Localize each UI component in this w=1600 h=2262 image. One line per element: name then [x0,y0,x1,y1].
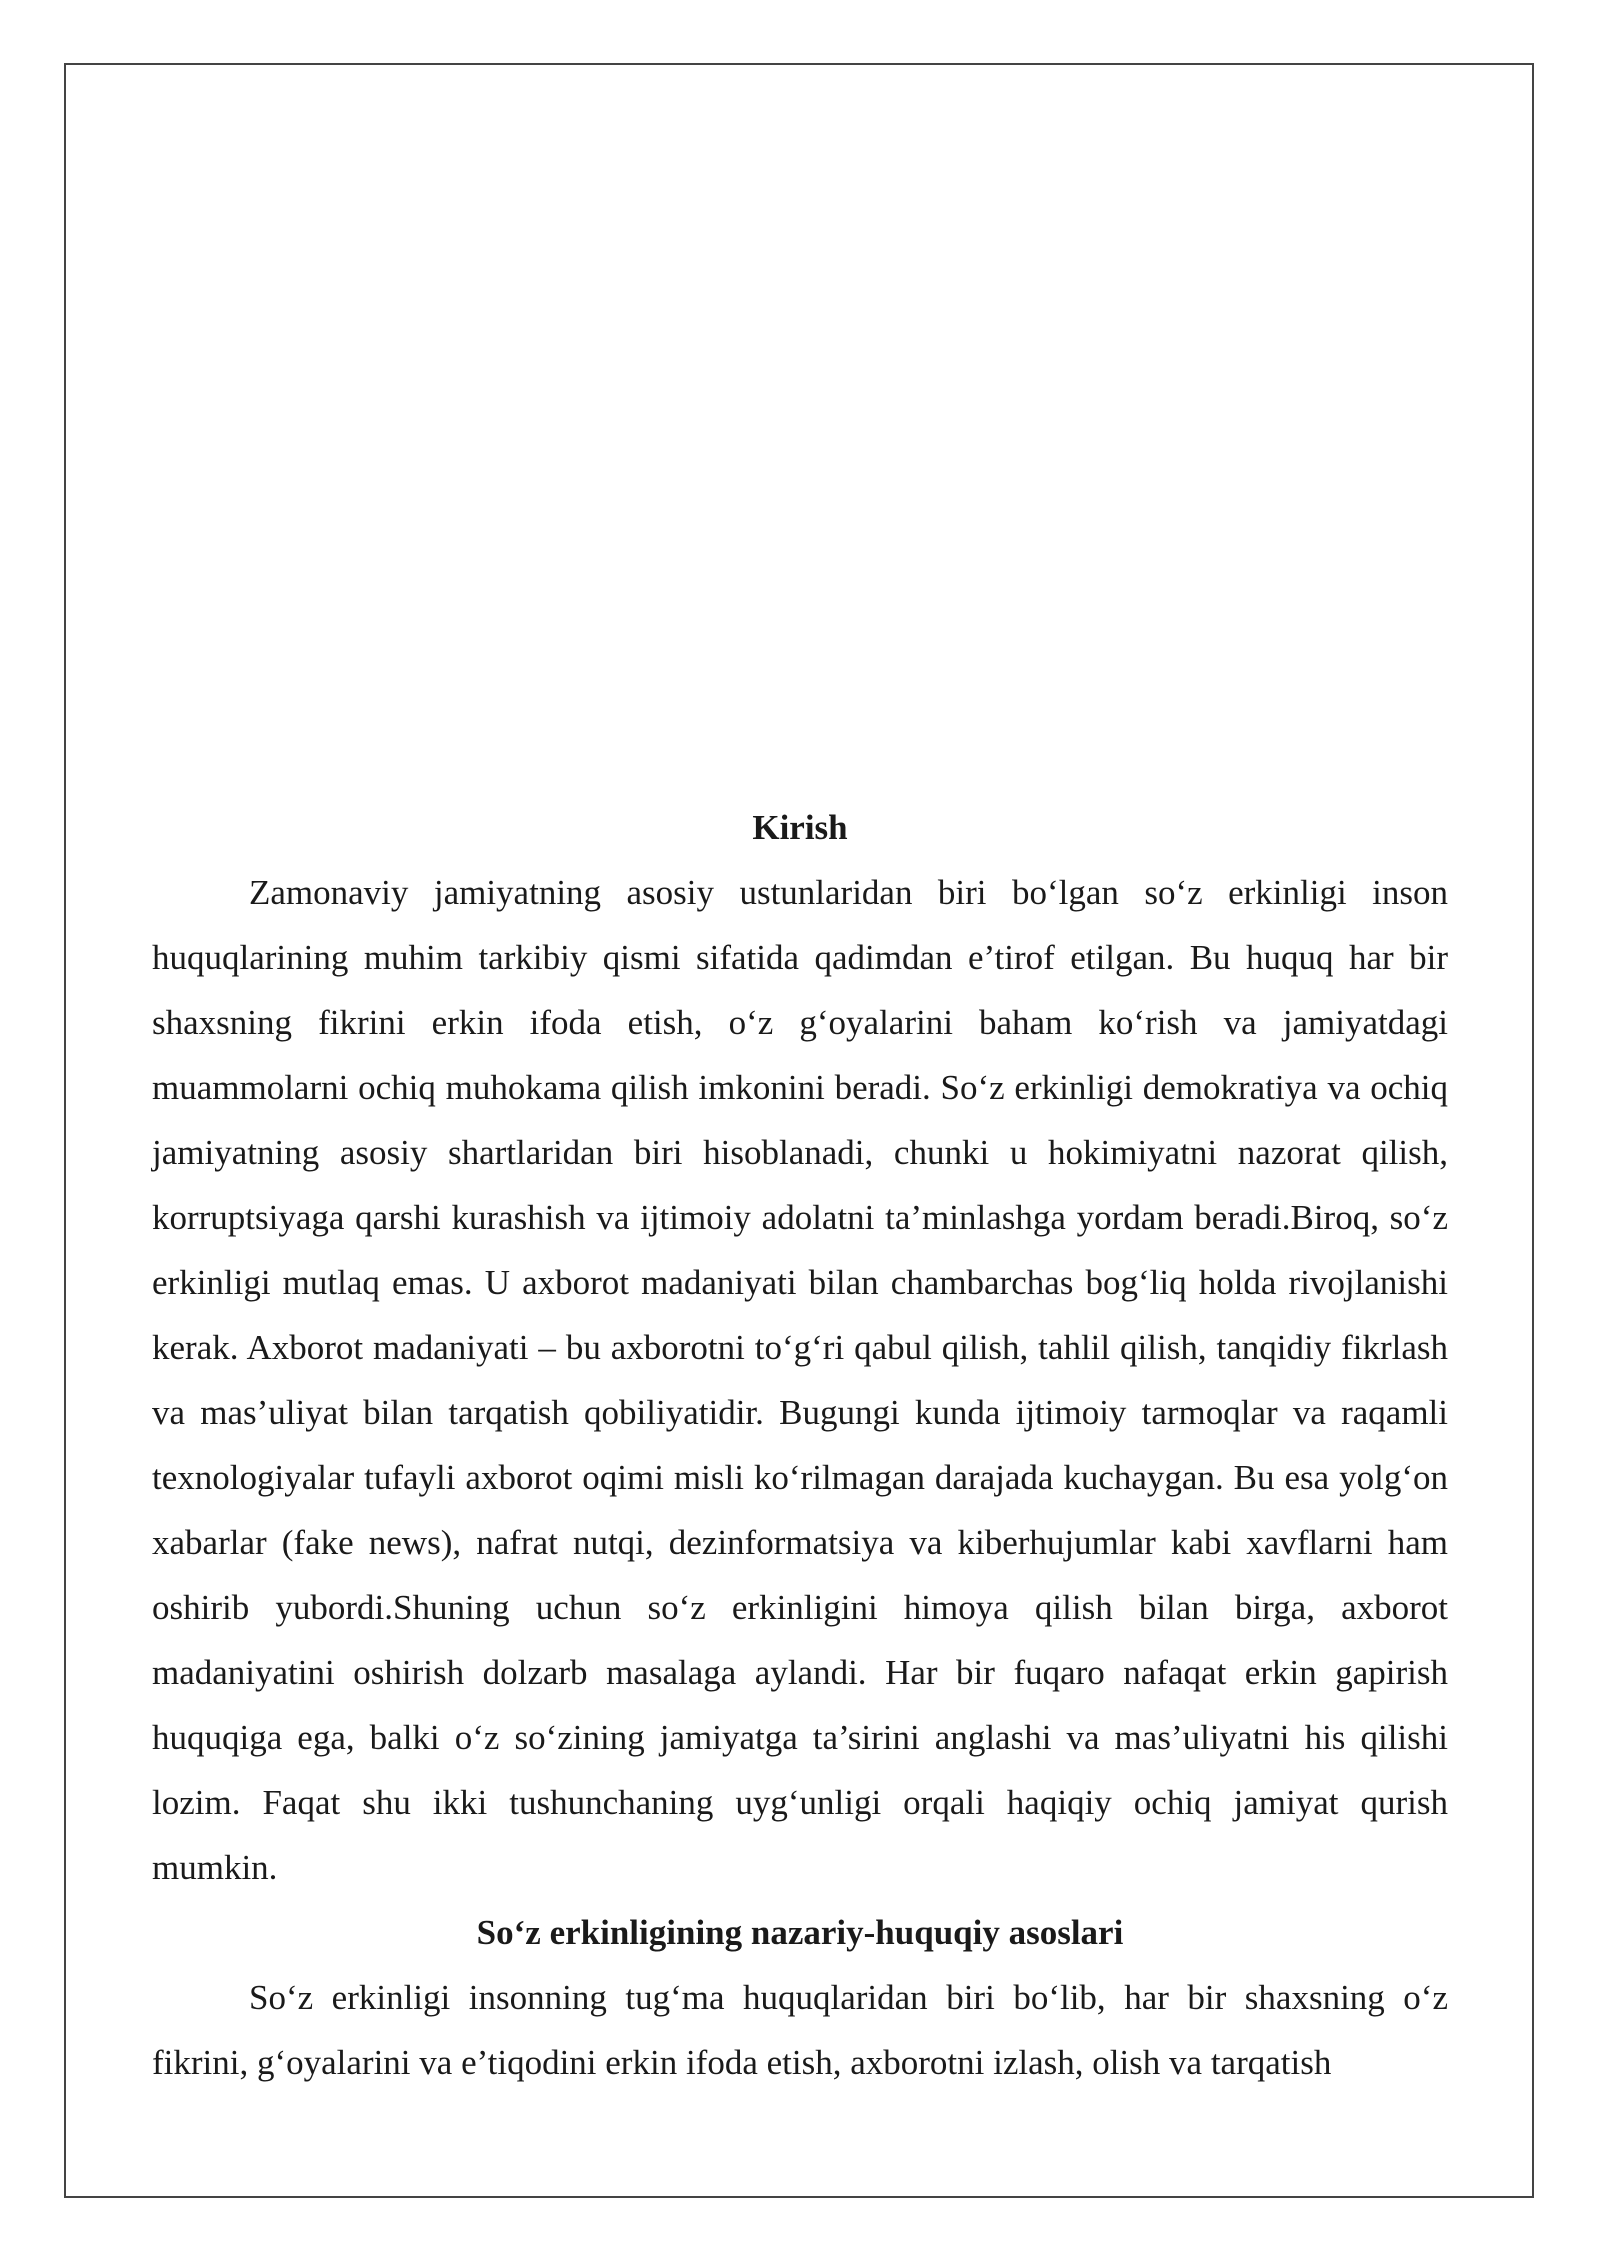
section-heading-kirish: Kirish [752,808,848,847]
document-body [152,795,1448,2095]
paragraph-theoretical-legal-basis: So‘z erkinligi insonning tug‘ma huquqlaridan biri bo‘lib, har bir shaxsning o‘z fikrini, g‘oyalarini va e’tiqodini erkin ifoda etish, axborotni izlash, olish va tarqatish [152,1978,1448,2082]
paragraph-introduction: Zamonaviy jamiyatning asosiy ustunlaridan biri bo‘lgan so‘z erkinligi inson huquqlarining muhim tarkibiy qismi sifatida qadimdan e’tirof etilgan. Bu huquq har bir shaxsning fikrini erkin ifoda etish, o‘z g‘oyalarini baham ko‘rish va jamiyatdagi muammolarni ochiq muhokama qilish imkonini beradi. So‘z erkinligi demokratiya va ochiq jamiyatning asosiy shartlaridan biri hisoblanadi, chunki u hokimiyatni nazorat qilish, korruptsiyaga qarshi kurashish va ijtimoiy adolatni ta’minlashga yordam beradi.Biroq, so‘z erkinligi mutlaq emas. U axborot madaniyati bilan chambarchas bog‘liq holda rivojlanishi kerak. Axborot madaniyati – bu axborotni to‘g‘ri qabul qilish, tahlil qilish, tanqidiy fikrlash va mas’uliyat bilan tarqatish qobiliyatidir. Bugungi kunda ijtimoiy tarmoqlar va raqamli texnologiyalar tufayli axborot oqimi misli ko‘rilmagan darajada kuchaygan. Bu esa yolg‘on xabarlar (fake news), nafrat nutqi, dezinformatsiya va kiberhujumlar kabi xavflarni ham oshirib yubordi.Shuning uchun so‘z erkinligini himoya qilish bilan birga, axborot madaniyatini oshirish dolzarb masalaga aylandi. Har bir fuqaro nafaqat erkin gapirish huquqiga ega, balki o‘z so‘zining jamiyatga ta’sirini anglashi va mas’uliyatni his qilishi lozim. Faqat shu ikki tushunchaning uyg‘unligi orqali haqiqiy ochiq jamiyat qurish mumkin. [152,873,1448,1887]
section-heading-theoretical-legal-basis: So‘z erkinligining nazariy-huquqiy asoslari [476,1913,1124,1952]
